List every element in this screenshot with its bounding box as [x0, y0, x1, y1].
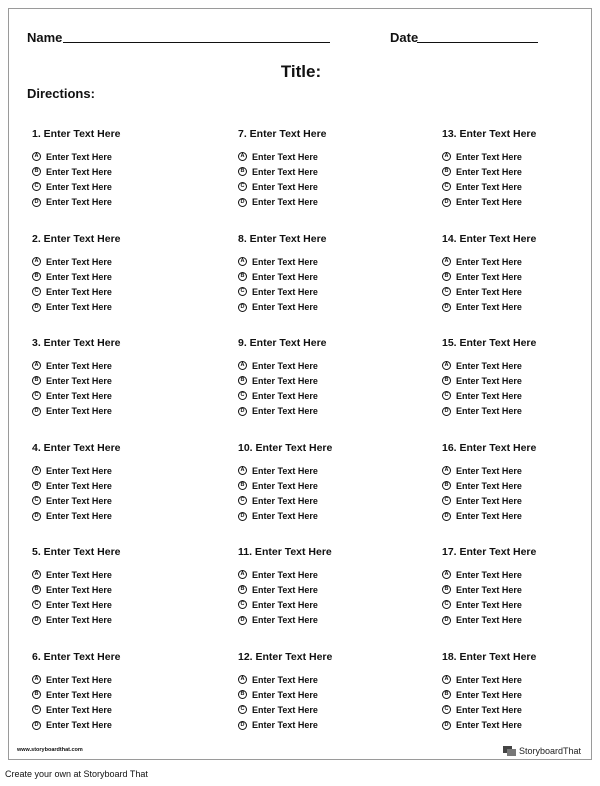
question-2	[32, 231, 212, 315]
question-title: 12. Enter Text Here	[238, 651, 333, 663]
answer-choice-d[interactable]	[442, 195, 600, 210]
choice-bubble[interactable]: D	[442, 616, 451, 625]
answer-choice-c[interactable]	[442, 597, 600, 612]
choice-text: Enter Text Here	[252, 390, 318, 401]
answer-choice-d[interactable]	[442, 509, 600, 524]
choice-text: Enter Text Here	[252, 704, 318, 715]
question-title: 14. Enter Text Here	[442, 233, 537, 245]
answer-choice-b[interactable]	[442, 582, 600, 597]
choice-text: Enter Text Here	[252, 674, 318, 685]
question-4	[32, 440, 212, 524]
choice-text: Enter Text Here	[46, 674, 112, 685]
choice-text: Enter Text Here	[456, 599, 522, 610]
choice-bubble[interactable]: A	[238, 466, 247, 475]
choice-text: Enter Text Here	[46, 689, 112, 700]
choice-bubble[interactable]: C	[442, 600, 451, 609]
answer-choice-d[interactable]	[238, 718, 418, 733]
question-14	[442, 231, 600, 315]
question-title: 13. Enter Text Here	[442, 128, 537, 140]
question-3	[32, 335, 212, 419]
answer-choice-c[interactable]	[238, 493, 418, 508]
choice-text: Enter Text Here	[456, 511, 522, 522]
choice-text: Enter Text Here	[252, 599, 318, 610]
answer-choice-c[interactable]	[238, 284, 418, 299]
question-title: 10. Enter Text Here	[238, 442, 333, 454]
question-title: 9. Enter Text Here	[238, 337, 327, 349]
choice-text: Enter Text Here	[46, 181, 112, 192]
answer-choice-a[interactable]	[442, 672, 600, 687]
answer-choice-d[interactable]	[238, 404, 418, 419]
choice-bubble[interactable]: C	[32, 182, 41, 191]
answer-choice-b[interactable]	[32, 478, 212, 493]
question-title: 17. Enter Text Here	[442, 546, 537, 558]
choice-text: Enter Text Here	[252, 197, 318, 208]
question-title: 4. Enter Text Here	[32, 442, 121, 454]
choice-bubble[interactable]: B	[32, 376, 41, 385]
choice-bubble[interactable]: A	[442, 675, 451, 684]
answer-choice-d[interactable]	[32, 718, 212, 733]
question-title: 16. Enter Text Here	[442, 442, 537, 454]
choice-bubble[interactable]: D	[238, 721, 247, 730]
question-title: 15. Enter Text Here	[442, 337, 537, 349]
question-8	[238, 231, 418, 315]
question-title: 2. Enter Text Here	[32, 233, 121, 245]
choice-bubble[interactable]: B	[32, 585, 41, 594]
answer-choice-a[interactable]	[32, 463, 212, 478]
answer-choice-a[interactable]	[32, 567, 212, 582]
answer-choice-d[interactable]	[32, 404, 212, 419]
question-title: 5. Enter Text Here	[32, 546, 121, 558]
choice-text: Enter Text Here	[252, 181, 318, 192]
name-line	[63, 42, 330, 43]
choice-text: Enter Text Here	[456, 256, 522, 267]
choice-text: Enter Text Here	[46, 256, 112, 267]
choice-bubble[interactable]: C	[32, 391, 41, 400]
choice-text: Enter Text Here	[252, 480, 318, 491]
answer-choice-c[interactable]	[32, 284, 212, 299]
choice-text: Enter Text Here	[456, 584, 522, 595]
choice-text: Enter Text Here	[46, 511, 112, 522]
choice-bubble[interactable]: D	[442, 407, 451, 416]
choice-bubble[interactable]: A	[32, 570, 41, 579]
choice-text: Enter Text Here	[46, 599, 112, 610]
answer-choice-c[interactable]	[442, 702, 600, 717]
answer-choice-a[interactable]	[32, 358, 212, 373]
directions-label: Directions:	[27, 86, 95, 101]
choice-bubble[interactable]: B	[238, 272, 247, 281]
choice-text: Enter Text Here	[456, 286, 522, 297]
choice-bubble[interactable]: D	[238, 512, 247, 521]
choice-bubble[interactable]: B	[442, 690, 451, 699]
choice-bubble[interactable]: B	[442, 585, 451, 594]
choice-bubble[interactable]: B	[32, 272, 41, 281]
choice-bubble[interactable]: D	[442, 512, 451, 521]
answer-choice-d[interactable]	[442, 300, 600, 315]
answer-choice-d[interactable]	[238, 613, 418, 628]
choice-bubble[interactable]: A	[442, 257, 451, 266]
answer-choice-d[interactable]	[442, 718, 600, 733]
choice-bubble[interactable]: B	[32, 481, 41, 490]
choice-bubble[interactable]: B	[32, 690, 41, 699]
choice-text: Enter Text Here	[252, 360, 318, 371]
choice-text: Enter Text Here	[456, 360, 522, 371]
question-11	[238, 544, 418, 628]
choice-text: Enter Text Here	[456, 720, 522, 731]
choice-text: Enter Text Here	[46, 197, 112, 208]
answer-choice-a[interactable]	[442, 358, 600, 373]
choice-text: Enter Text Here	[46, 406, 112, 417]
choice-text: Enter Text Here	[46, 704, 112, 715]
choice-text: Enter Text Here	[456, 689, 522, 700]
choice-bubble[interactable]: C	[32, 287, 41, 296]
answer-choice-a[interactable]	[238, 358, 418, 373]
choice-text: Enter Text Here	[252, 166, 318, 177]
choice-text: Enter Text Here	[46, 390, 112, 401]
choice-text: Enter Text Here	[456, 674, 522, 685]
answer-choice-a[interactable]	[442, 567, 600, 582]
answer-choice-a[interactable]	[442, 149, 600, 164]
choice-bubble[interactable]: D	[32, 303, 41, 312]
answer-choice-c[interactable]	[238, 597, 418, 612]
choice-bubble[interactable]: C	[238, 496, 247, 505]
choice-bubble[interactable]: D	[238, 198, 247, 207]
choice-text: Enter Text Here	[46, 302, 112, 313]
choice-bubble[interactable]: B	[238, 167, 247, 176]
choice-text: Enter Text Here	[456, 465, 522, 476]
choice-bubble[interactable]: B	[442, 272, 451, 281]
question-5	[32, 544, 212, 628]
choice-text: Enter Text Here	[456, 302, 522, 313]
choice-text: Enter Text Here	[456, 271, 522, 282]
question-title: 8. Enter Text Here	[238, 233, 327, 245]
answer-choice-b[interactable]	[442, 164, 600, 179]
choice-text: Enter Text Here	[46, 271, 112, 282]
answer-choice-c[interactable]	[442, 284, 600, 299]
choice-bubble[interactable]: D	[442, 303, 451, 312]
name-label: Name	[27, 30, 63, 45]
date-label: Date	[390, 30, 419, 45]
question-16	[442, 440, 600, 524]
choice-text: Enter Text Here	[456, 375, 522, 386]
choice-bubble[interactable]: A	[238, 361, 247, 370]
answer-choice-c[interactable]	[32, 597, 212, 612]
question-title: 7. Enter Text Here	[238, 128, 327, 140]
answer-choice-d[interactable]	[442, 613, 600, 628]
worksheet-title: Title:	[280, 62, 322, 81]
choice-bubble[interactable]: C	[238, 705, 247, 714]
answer-choice-a[interactable]	[442, 463, 600, 478]
choice-bubble[interactable]: D	[32, 198, 41, 207]
storyboardthat-logo	[503, 746, 581, 756]
choice-bubble[interactable]: C	[32, 496, 41, 505]
choice-bubble[interactable]: C	[238, 391, 247, 400]
choice-bubble[interactable]: C	[238, 600, 247, 609]
choice-bubble[interactable]: D	[442, 721, 451, 730]
answer-choice-b[interactable]	[442, 373, 600, 388]
worksheet-page	[8, 8, 592, 760]
choice-text: Enter Text Here	[46, 615, 112, 626]
answer-choice-b[interactable]	[238, 164, 418, 179]
question-title: 6. Enter Text Here	[32, 651, 121, 663]
choice-text: Enter Text Here	[46, 465, 112, 476]
choice-text: Enter Text Here	[46, 495, 112, 506]
answer-choice-c[interactable]	[442, 493, 600, 508]
choice-text: Enter Text Here	[252, 375, 318, 386]
answer-choice-a[interactable]	[238, 463, 418, 478]
choice-bubble[interactable]: C	[442, 391, 451, 400]
answer-choice-c[interactable]	[442, 179, 600, 194]
answer-choice-d[interactable]	[32, 195, 212, 210]
choice-text: Enter Text Here	[252, 689, 318, 700]
choice-text: Enter Text Here	[456, 390, 522, 401]
answer-choice-a[interactable]	[238, 254, 418, 269]
answer-choice-c[interactable]	[442, 388, 600, 403]
choice-bubble[interactable]: A	[238, 152, 247, 161]
answer-choice-c[interactable]	[32, 388, 212, 403]
choice-text: Enter Text Here	[252, 615, 318, 626]
choice-bubble[interactable]: A	[442, 466, 451, 475]
choice-bubble[interactable]: A	[32, 361, 41, 370]
answer-choice-b[interactable]	[442, 687, 600, 702]
answer-choice-d[interactable]	[238, 195, 418, 210]
question-13	[442, 126, 600, 210]
answer-choice-a[interactable]	[442, 254, 600, 269]
answer-choice-d[interactable]	[32, 613, 212, 628]
caption-text: Create your own at Storyboard That	[5, 769, 148, 779]
choice-text: Enter Text Here	[456, 569, 522, 580]
choice-bubble[interactable]: C	[32, 705, 41, 714]
choice-text: Enter Text Here	[46, 286, 112, 297]
choice-bubble[interactable]: A	[238, 675, 247, 684]
answer-choice-b[interactable]	[238, 582, 418, 597]
answer-choice-b[interactable]	[238, 373, 418, 388]
choice-text: Enter Text Here	[46, 151, 112, 162]
question-15	[442, 335, 600, 419]
answer-choice-d[interactable]	[442, 404, 600, 419]
choice-bubble[interactable]: B	[442, 376, 451, 385]
choice-text: Enter Text Here	[252, 302, 318, 313]
choice-text: Enter Text Here	[456, 181, 522, 192]
question-18	[442, 649, 600, 733]
answer-choice-b[interactable]	[32, 164, 212, 179]
date-line	[417, 42, 538, 43]
answer-choice-a[interactable]	[32, 254, 212, 269]
question-title: 11. Enter Text Here	[238, 546, 332, 558]
choice-text: Enter Text Here	[252, 569, 318, 580]
choice-bubble[interactable]: A	[32, 466, 41, 475]
answer-choice-d[interactable]	[238, 509, 418, 524]
question-6	[32, 649, 212, 733]
answer-choice-a[interactable]	[32, 672, 212, 687]
answer-choice-a[interactable]	[238, 149, 418, 164]
choice-text: Enter Text Here	[252, 406, 318, 417]
choice-bubble[interactable]: D	[32, 721, 41, 730]
choice-bubble[interactable]: B	[238, 690, 247, 699]
question-17	[442, 544, 600, 628]
choice-bubble[interactable]: A	[238, 257, 247, 266]
answer-choice-c[interactable]	[238, 702, 418, 717]
question-9	[238, 335, 418, 419]
choice-bubble[interactable]: D	[32, 512, 41, 521]
choice-text: Enter Text Here	[252, 465, 318, 476]
choice-bubble[interactable]: B	[442, 167, 451, 176]
choice-text: Enter Text Here	[456, 480, 522, 491]
question-7	[238, 126, 418, 210]
choice-bubble[interactable]: A	[32, 675, 41, 684]
answer-choice-b[interactable]	[32, 269, 212, 284]
choice-text: Enter Text Here	[252, 256, 318, 267]
answer-choice-c[interactable]	[238, 179, 418, 194]
answer-choice-d[interactable]	[32, 300, 212, 315]
choice-bubble[interactable]: A	[238, 570, 247, 579]
choice-text: Enter Text Here	[46, 375, 112, 386]
choice-text: Enter Text Here	[456, 166, 522, 177]
choice-bubble[interactable]: A	[442, 570, 451, 579]
answer-choice-b[interactable]	[238, 269, 418, 284]
choice-bubble[interactable]: D	[442, 198, 451, 207]
answer-choice-d[interactable]	[238, 300, 418, 315]
choice-bubble[interactable]: D	[32, 616, 41, 625]
answer-choice-b[interactable]	[32, 373, 212, 388]
choice-text: Enter Text Here	[252, 720, 318, 731]
choice-bubble[interactable]: A	[32, 152, 41, 161]
choice-bubble[interactable]: C	[442, 287, 451, 296]
answer-choice-b[interactable]	[442, 269, 600, 284]
choice-text: Enter Text Here	[252, 511, 318, 522]
choice-text: Enter Text Here	[252, 286, 318, 297]
choice-bubble[interactable]: C	[442, 182, 451, 191]
footer-url: www.storyboardthat.com	[17, 747, 83, 753]
choice-text: Enter Text Here	[252, 271, 318, 282]
question-1	[32, 126, 212, 210]
logo-text: StoryboardThat	[518, 746, 581, 756]
answer-choice-c[interactable]	[238, 388, 418, 403]
choice-bubble[interactable]: B	[238, 481, 247, 490]
storyboard-logo-icon	[503, 746, 516, 756]
choice-bubble[interactable]: D	[32, 407, 41, 416]
choice-text: Enter Text Here	[456, 151, 522, 162]
choice-bubble[interactable]: C	[442, 496, 451, 505]
answer-choice-c[interactable]	[32, 702, 212, 717]
question-10	[238, 440, 418, 524]
choice-bubble[interactable]: B	[238, 585, 247, 594]
choice-bubble[interactable]: B	[442, 481, 451, 490]
answer-choice-c[interactable]	[32, 179, 212, 194]
choice-bubble[interactable]: A	[442, 152, 451, 161]
choice-bubble[interactable]: B	[238, 376, 247, 385]
choice-bubble[interactable]: D	[238, 407, 247, 416]
choice-text: Enter Text Here	[46, 480, 112, 491]
choice-bubble[interactable]: C	[442, 705, 451, 714]
choice-text: Enter Text Here	[456, 615, 522, 626]
choice-bubble[interactable]: A	[442, 361, 451, 370]
choice-bubble[interactable]: C	[238, 182, 247, 191]
question-title: 3. Enter Text Here	[32, 337, 121, 349]
choice-bubble[interactable]: D	[238, 303, 247, 312]
choice-bubble[interactable]: C	[238, 287, 247, 296]
answer-choice-a[interactable]	[32, 149, 212, 164]
question-title: 18. Enter Text Here	[442, 651, 537, 663]
answer-choice-b[interactable]	[32, 687, 212, 702]
question-12	[238, 649, 418, 733]
question-title: 1. Enter Text Here	[32, 128, 121, 140]
choice-text: Enter Text Here	[252, 151, 318, 162]
answer-choice-b[interactable]	[238, 687, 418, 702]
choice-bubble[interactable]: D	[238, 616, 247, 625]
choice-bubble[interactable]: C	[32, 600, 41, 609]
choice-bubble[interactable]: B	[32, 167, 41, 176]
answer-choice-b[interactable]	[442, 478, 600, 493]
choice-bubble[interactable]: A	[32, 257, 41, 266]
choice-text: Enter Text Here	[46, 720, 112, 731]
choice-text: Enter Text Here	[456, 495, 522, 506]
answer-choice-a[interactable]	[238, 567, 418, 582]
choice-text: Enter Text Here	[46, 360, 112, 371]
choice-text: Enter Text Here	[46, 584, 112, 595]
answer-choice-b[interactable]	[238, 478, 418, 493]
choice-text: Enter Text Here	[456, 704, 522, 715]
choice-text: Enter Text Here	[46, 166, 112, 177]
answer-choice-c[interactable]	[32, 493, 212, 508]
answer-choice-b[interactable]	[32, 582, 212, 597]
answer-choice-a[interactable]	[238, 672, 418, 687]
choice-text: Enter Text Here	[252, 495, 318, 506]
choice-text: Enter Text Here	[456, 406, 522, 417]
answer-choice-d[interactable]	[32, 509, 212, 524]
choice-text: Enter Text Here	[46, 569, 112, 580]
choice-text: Enter Text Here	[456, 197, 522, 208]
choice-text: Enter Text Here	[252, 584, 318, 595]
